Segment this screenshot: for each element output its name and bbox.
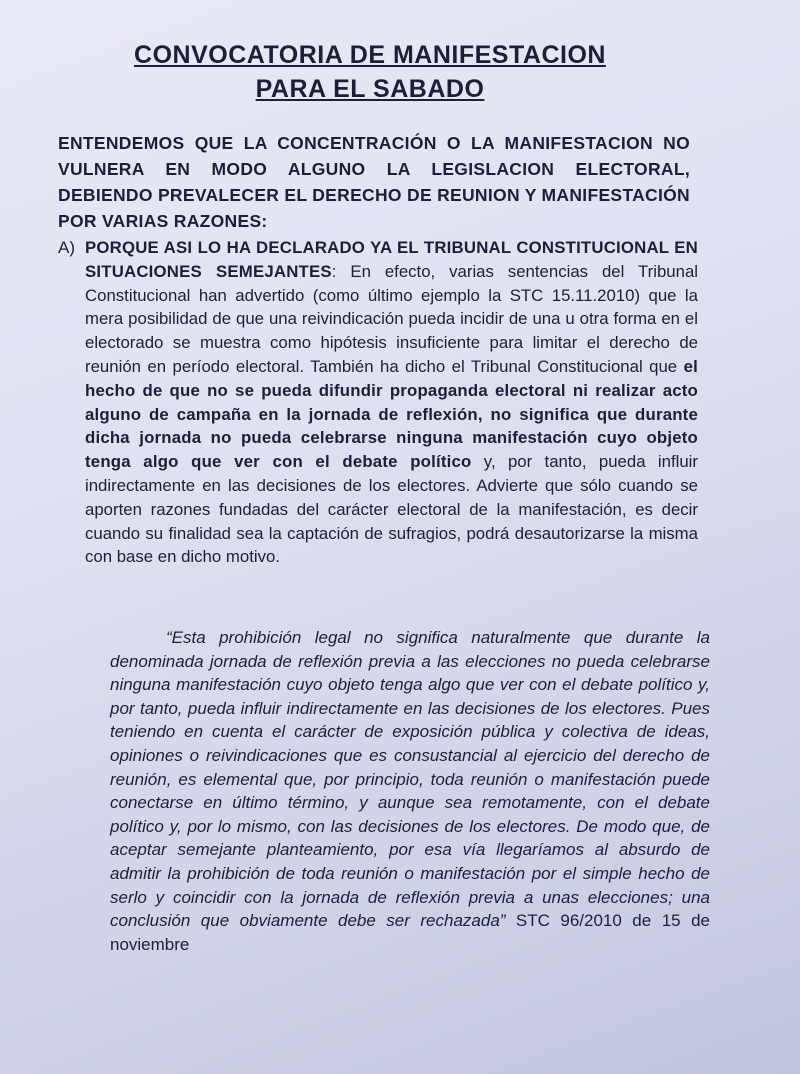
title-line-1: CONVOCATORIA DE MANIFESTACION <box>134 41 606 69</box>
document-title <box>100 38 640 106</box>
intro-paragraph: ENTENDEMOS QUE LA CONCENTRACIÓN O LA MANIFESTACION NO VULNERA EN MODO ALGUNO LA LEGISLACION ELECTORAL, DEBIENDO PREVALECER EL DERECHO DE REUNION Y MANIFESTACIÓN POR VARIAS RAZONES: <box>58 133 690 231</box>
quote-text: “Esta prohibición legal no significa naturalmente que durante la denominada jornada de reflexión previa a las elecciones no pueda celebrarse ninguna manifestación cuyo objeto tenga algo que ver con el debate político y, por tanto, pueda influir indirectamente en las decisiones de los electores. Pues teniendo en cuenta el carácter de exposición pública y colectiva de ideas, opiniones o reivindicaciones que es consustancial al ejercicio del derecho de reunión, es elemental que, por principio, toda reunión o manifestación puede conectarse en último término, y aunque sea remotamente, con el debate político y, por lo mismo, con las decisiones de los electores. De modo que, de aceptar semejante planteamiento, por esa vía llegaríamos al absurdo de admitir la prohibición de toda reunión o manifestación por el simple hecho de serlo y coincidir con la jornada de reflexión previa a unas elecciones; una conclusión que obviamente debe ser rechazada” <box>110 628 710 931</box>
section-a-text-1: : En efecto, varias sentencias del Tribunal Constitucional han advertido (como último ejemplo la STC 15.11.2010) que la mera posibilidad de que una reivindicación pueda incidir de una u otra forma en el electorado se muestra como hipótesis insuficiente para limitar el derecho de reunión en período electoral. También ha dicho el Tribunal Constitucional que <box>85 261 698 376</box>
quote-block <box>110 626 710 956</box>
section-a-text-2: y, por tanto, pueda influir indirectamente en las decisiones de los electores. Advierte que sólo cuando se aporten razones fundadas del carácter electoral de la manifestación, es decir cuando su finalidad sea la captación de sufragios, podrá desautorizarse la misma con base en dicho motivo. <box>85 452 698 567</box>
section-a-bold-text: el hecho de que no se pueda difundir propaganda electoral ni realizar acto alguno de campaña en la jornada de reflexión, no significa que durante dicha jornada no pueda celebrarse ninguna manifestación cuyo objeto tenga algo que ver con el debate político <box>85 356 698 472</box>
quote-citation: STC 96/2010 de 15 de noviembre <box>110 911 710 954</box>
section-marker: A) <box>58 238 75 257</box>
section-a-body <box>85 236 698 569</box>
section-a-heading: PORQUE ASI LO HA DECLARADO YA EL TRIBUNAL CONSTITUCIONAL EN SITUACIONES SEMEJANTES <box>85 238 698 281</box>
section-a <box>58 236 698 569</box>
title-line-2: PARA EL SABADO <box>255 75 485 103</box>
quote-paragraph <box>110 626 710 956</box>
